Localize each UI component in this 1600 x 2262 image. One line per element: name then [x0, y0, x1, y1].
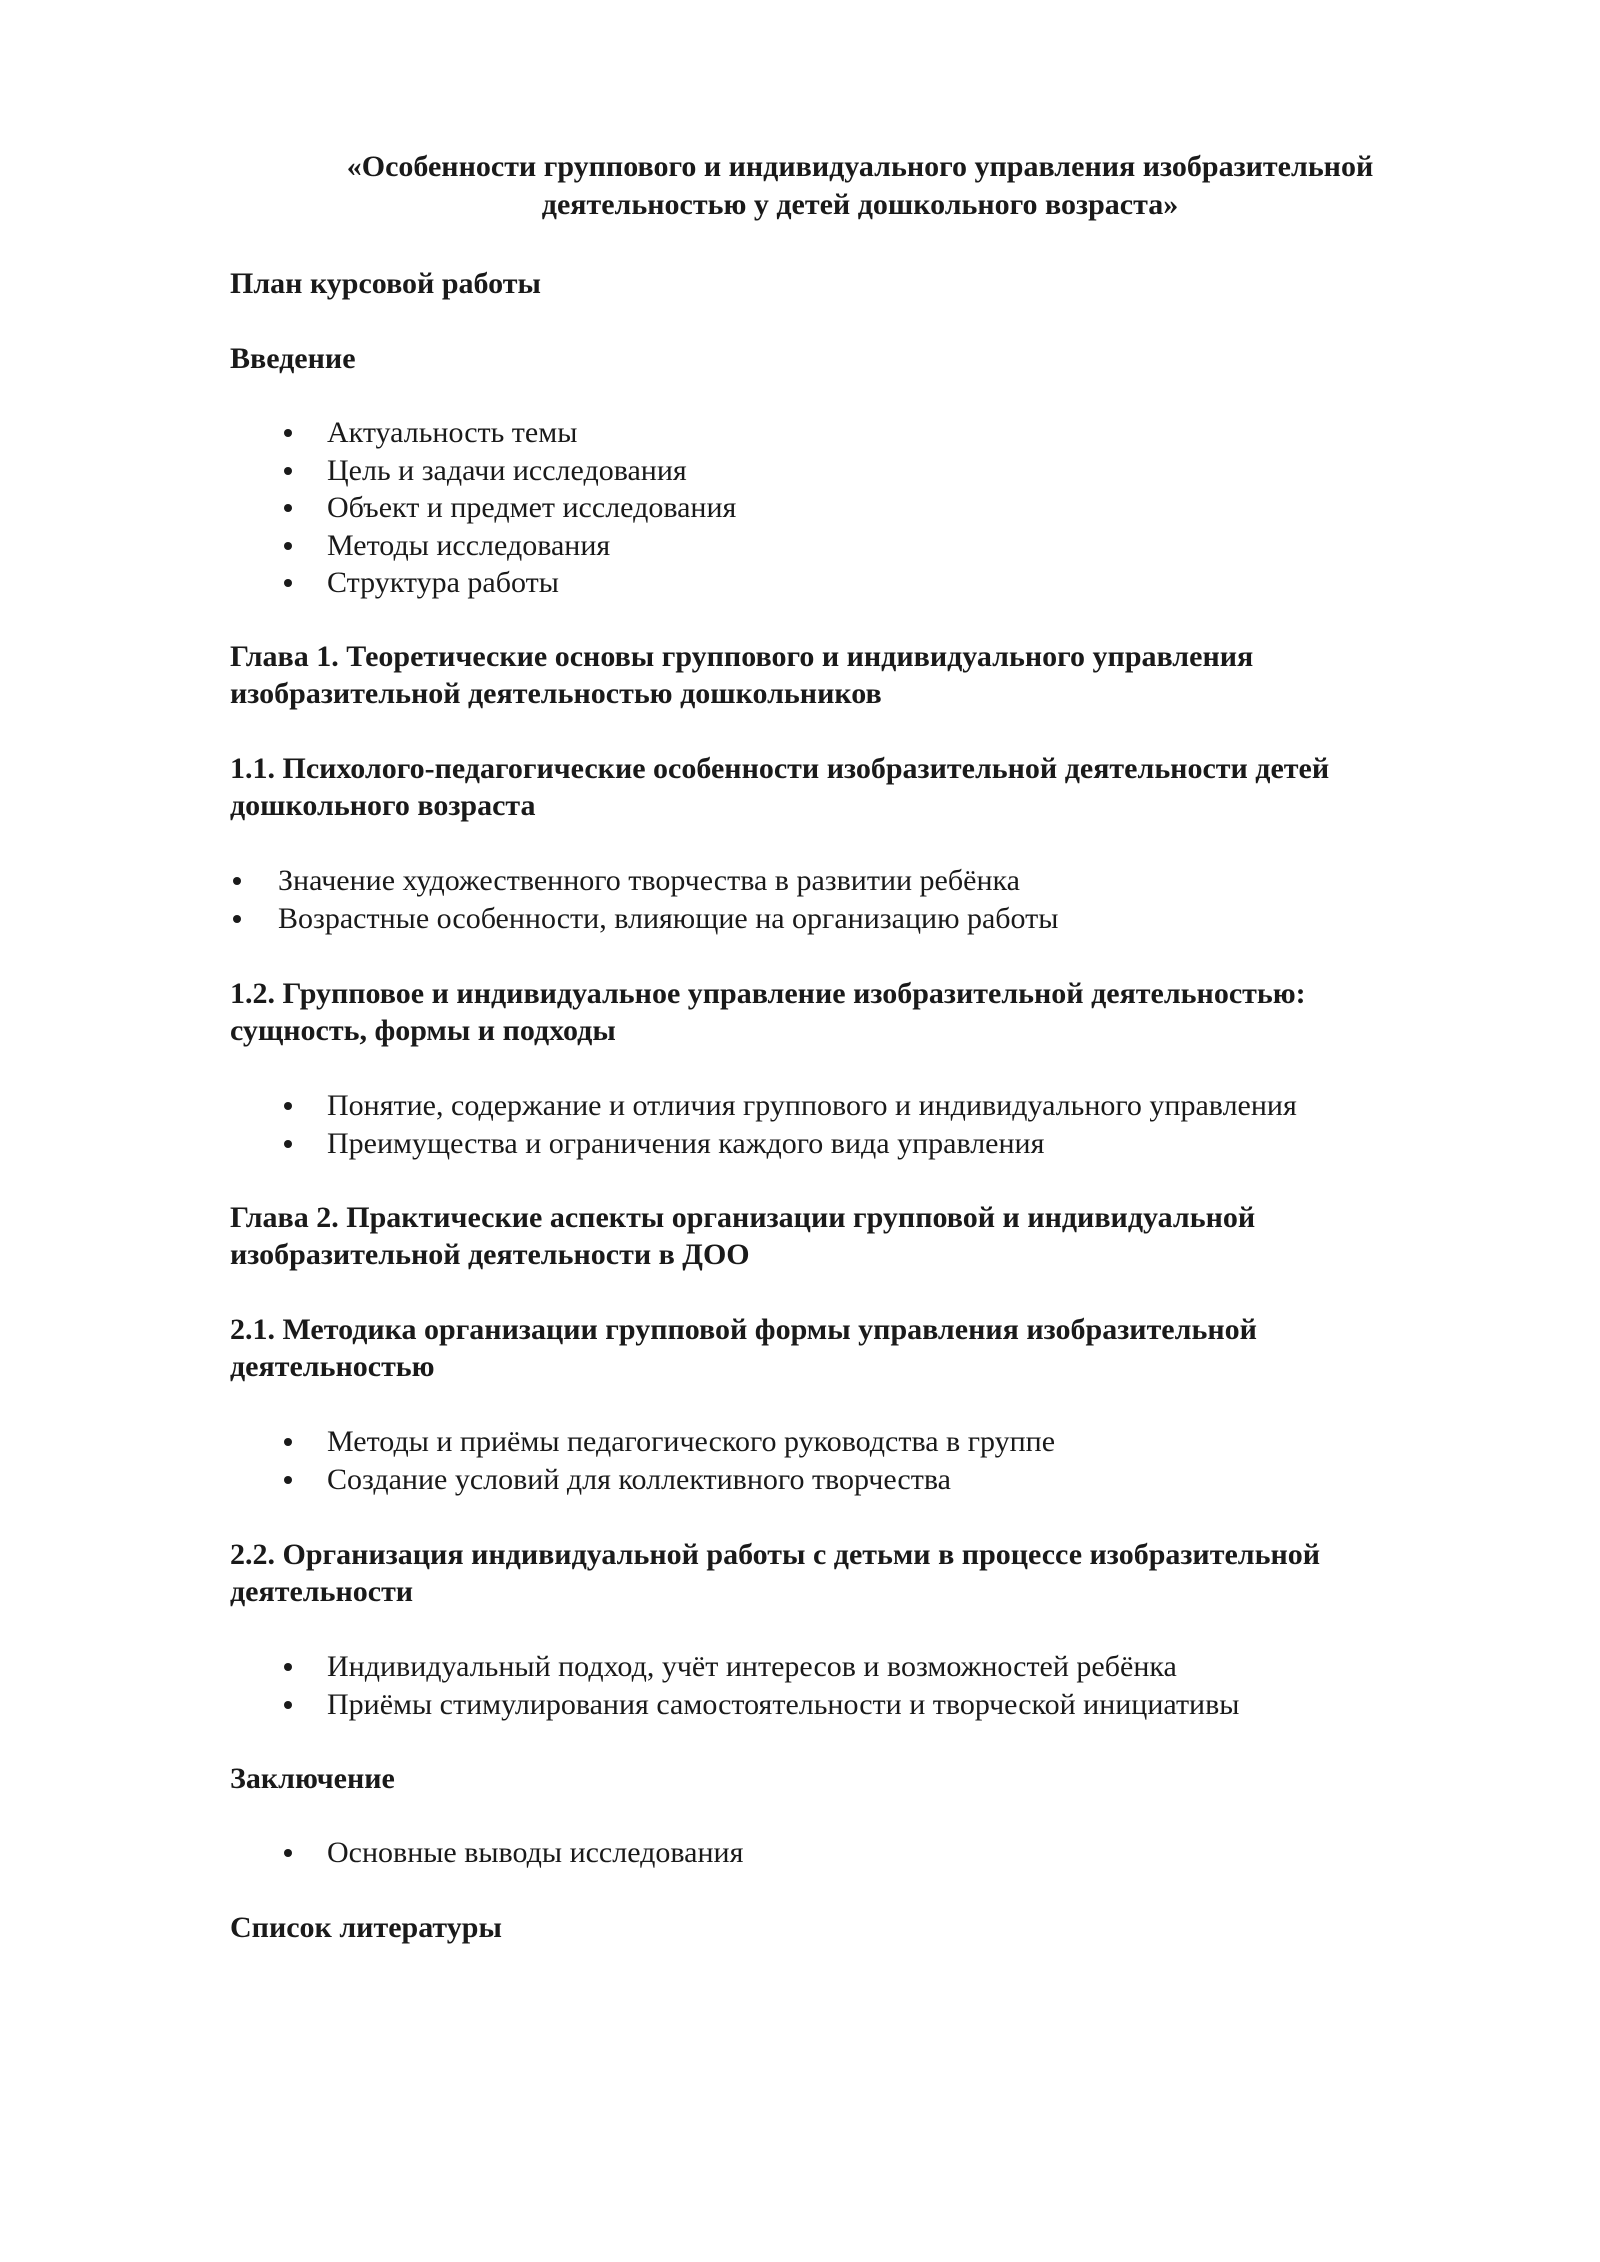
bullet-icon — [284, 579, 292, 587]
title-line: «Особенности группового и индивидуального управления изобразительной — [346, 150, 1374, 183]
list-item: Приёмы стимулирования самостоятельности и творческой инициативы — [327, 1686, 1239, 1724]
section-2-1-list — [327, 1423, 1055, 1498]
list-item: Методы и приёмы педагогического руководства в группе — [327, 1423, 1055, 1461]
section-1-1-heading: 1.1. Психолого-педагогические особенности изобразительной деятельности детей дошкольного возраста — [230, 752, 1330, 822]
conclusion-list — [327, 1834, 743, 1872]
list-item: Индивидуальный подход, учёт интересов и возможностей ребёнка — [327, 1648, 1239, 1686]
bullet-icon — [284, 1102, 292, 1110]
section-1-1-list — [278, 862, 1058, 937]
section-2-1-heading: 2.1. Методика организации групповой формы управления изобразительной деятельностью — [230, 1313, 1257, 1383]
list-item: Методы исследования — [327, 527, 736, 565]
list-item: Актуальность темы — [327, 414, 736, 452]
bullet-icon — [284, 1701, 292, 1709]
chapter1-heading: Глава 1. Теоретические основы группового и индивидуального управления изобразительной деятельностью дошкольников — [230, 640, 1254, 710]
list-item: Цель и задачи исследования — [327, 452, 736, 490]
list-item: Понятие, содержание и отличия группового и индивидуального управления — [327, 1087, 1297, 1125]
references-heading: Список литературы — [230, 1911, 502, 1944]
section-2-2-list — [327, 1648, 1239, 1723]
list-item: Возрастные особенности, влияющие на организацию работы — [278, 900, 1058, 938]
section-2-2-heading: 2.2. Организация индивидуальной работы с детьми в процессе изобразительной деятельности — [230, 1538, 1321, 1608]
intro-heading: Введение — [230, 342, 356, 375]
list-item: Структура работы — [327, 564, 736, 602]
chapter2-heading: Глава 2. Практические аспекты организации групповой и индивидуальной изобразительной деятельности в ДОО — [230, 1201, 1256, 1271]
bullet-icon — [284, 1438, 292, 1446]
bullet-icon — [284, 504, 292, 512]
intro-list — [327, 414, 736, 602]
list-item: Значение художественного творчества в развитии ребёнка — [278, 862, 1058, 900]
list-item: Объект и предмет исследования — [327, 489, 736, 527]
bullet-icon — [284, 542, 292, 550]
list-item: Создание условий для коллективного творчества — [327, 1461, 1055, 1499]
bullet-icon — [233, 877, 241, 885]
bullet-icon — [233, 915, 241, 923]
plan-heading: План курсовой работы — [230, 267, 541, 300]
section-1-2-heading: 1.2. Групповое и индивидуальное управление изобразительной деятельностью: сущность, формы и подходы — [230, 977, 1306, 1047]
bullet-icon — [284, 1476, 292, 1484]
bullet-icon — [284, 1140, 292, 1148]
list-item: Преимущества и ограничения каждого вида управления — [327, 1125, 1297, 1163]
list-item: Основные выводы исследования — [327, 1834, 743, 1872]
title-line: деятельностью у детей дошкольного возраста» — [541, 188, 1179, 221]
bullet-icon — [284, 429, 292, 437]
conclusion-heading: Заключение — [230, 1762, 395, 1795]
section-1-2-list — [327, 1087, 1297, 1162]
bullet-icon — [284, 467, 292, 475]
document-title — [250, 148, 1470, 224]
bullet-icon — [284, 1663, 292, 1671]
bullet-icon — [284, 1849, 292, 1857]
